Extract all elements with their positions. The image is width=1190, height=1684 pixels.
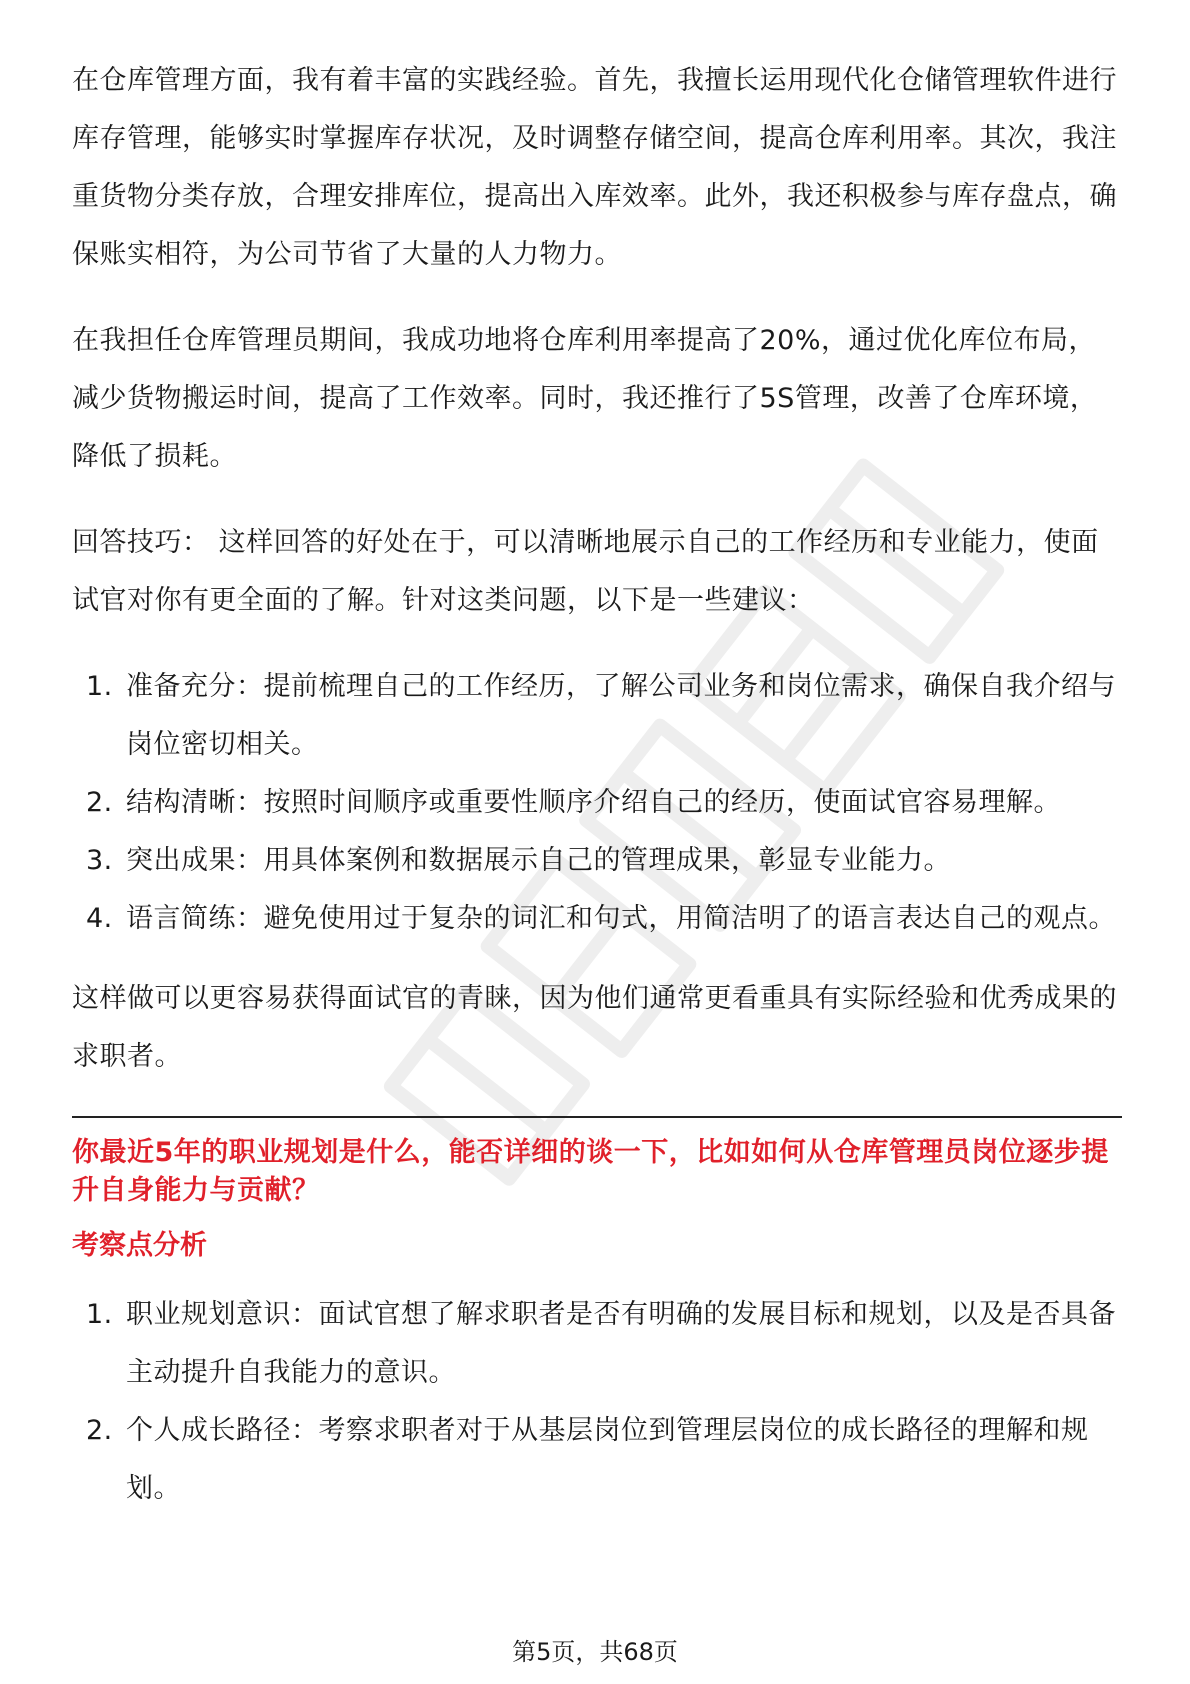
list-item-text: 语言简练：避免使用过于复杂的词汇和句式，用简洁明了的语言表达自己的观点。 [126, 903, 1116, 934]
tips-list [72, 658, 1122, 948]
list-number: 1. [86, 671, 113, 702]
list-number: 3. [86, 845, 113, 876]
paragraph-conclusion: 这样做可以更容易获得面试官的青睐，因为他们通常更看重具有实际经验和优秀成果的求职者。 [72, 983, 1117, 1072]
list-number: 4. [86, 903, 113, 934]
list-item [72, 890, 1122, 948]
analysis-list [72, 1286, 1122, 1518]
document-page [72, 52, 1122, 1540]
paragraph-achievement: 在我担任仓库管理员期间，我成功地将仓库利用率提高了20%，通过优化库位布局，减少货物搬运时间，提高了工作效率。同时，我还推行了5S管理，改善了仓库环境，降低了损耗。 [72, 325, 1098, 472]
list-item-text: 个人成长路径：考察求职者对于从基层岗位到管理层岗位的成长路径的理解和规划。 [126, 1415, 1089, 1504]
page-footer: 第5页，共68页 [512, 1638, 678, 1666]
list-item [72, 1402, 1122, 1518]
list-item [72, 832, 1122, 890]
list-item [72, 774, 1122, 832]
list-item [72, 1286, 1122, 1402]
paragraph-experience: 在仓库管理方面，我有着丰富的实践经验。首先，我擅长运用现代化仓储管理软件进行库存管理，能够实时掌握库存状况，及时调整存储空间，提高仓库利用率。其次，我注重货物分类存放，合理安排库位，提高出入库效率。此外，我还积极参与库存盘点，确保账实相符，为公司节省了大量的人力物力。 [72, 65, 1117, 270]
section-divider [72, 1116, 1122, 1118]
list-item [72, 658, 1122, 774]
list-number: 2. [86, 787, 113, 818]
paragraph-answer-tips: 回答技巧： 这样回答的好处在于，可以清晰地展示自己的工作经历和专业能力，使面试官对你有更全面的了解。针对这类问题，以下是一些建议： [72, 527, 1099, 616]
interview-question: 你最近5年的职业规划是什么，能否详细的谈一下，比如如何从仓库管理员岗位逐步提升自身能力与贡献？ [72, 1137, 1109, 1206]
list-item-text: 准备充分：提前梳理自己的工作经历，了解公司业务和岗位需求，确保自我介绍与岗位密切相关。 [126, 671, 1116, 760]
list-item-text: 结构清晰：按照时间顺序或重要性顺序介绍自己的经历，使面试官容易理解。 [126, 787, 1061, 818]
list-number: 2. [86, 1415, 113, 1446]
list-number: 1. [86, 1299, 113, 1330]
list-item-text: 职业规划意识：面试官想了解求职者是否有明确的发展目标和规划，以及是否具备主动提升自我能力的意识。 [126, 1299, 1116, 1388]
section-title: 考察点分析 [72, 1230, 207, 1261]
list-item-text: 突出成果：用具体案例和数据展示自己的管理成果，彰显专业能力。 [126, 845, 951, 876]
